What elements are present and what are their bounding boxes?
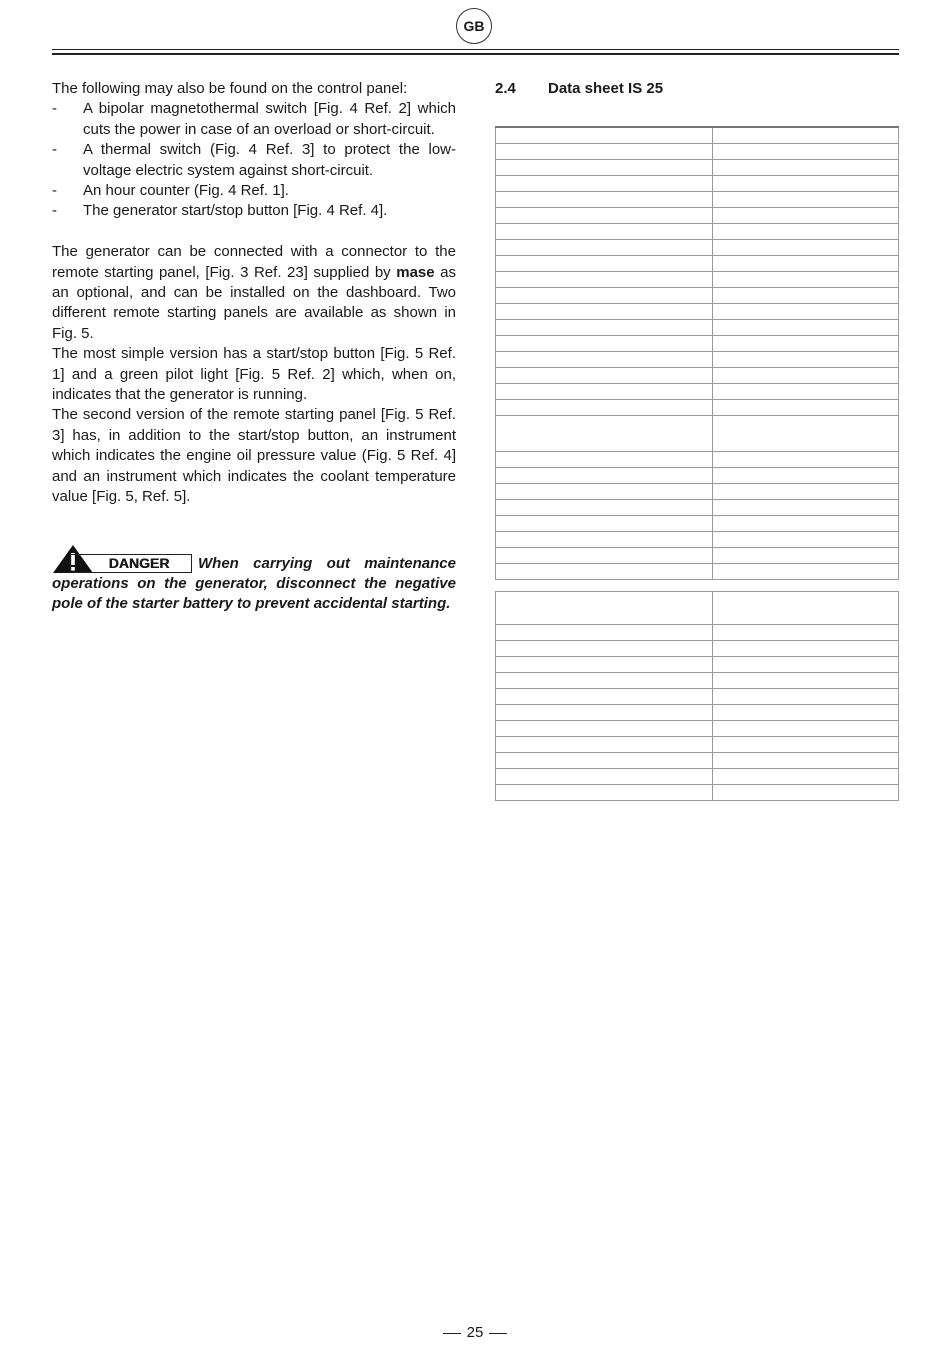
page-number: 25 — [466, 1324, 484, 1341]
table-row — [496, 240, 899, 256]
table-cell-value — [713, 625, 899, 641]
table-cell-value — [713, 785, 899, 801]
table-cell-value — [713, 256, 899, 272]
bullet-marker: - — [52, 202, 57, 220]
table-row — [496, 160, 899, 176]
section-heading — [495, 79, 663, 99]
table-cell-value — [713, 272, 899, 288]
section-title: Data sheet IS 25 — [548, 80, 664, 97]
table-row — [496, 516, 899, 532]
table-cell-value — [713, 416, 899, 452]
data-sheet-table-main — [495, 126, 899, 580]
table-cell-value — [713, 564, 899, 580]
table-cell-label — [496, 753, 713, 769]
table-cell-label — [496, 192, 713, 208]
table-cell-value — [713, 753, 899, 769]
table-cell-label — [496, 689, 713, 705]
table-row — [496, 592, 899, 625]
table-cell-value — [713, 320, 899, 336]
table-cell-value — [713, 452, 899, 468]
table-cell-value — [713, 336, 899, 352]
table-cell-label — [496, 256, 713, 272]
table-cell-label — [496, 288, 713, 304]
table-cell-label — [496, 384, 713, 400]
table-cell-label — [496, 785, 713, 801]
table-row — [496, 400, 899, 416]
table-cell-label — [496, 368, 713, 384]
table-cell-label — [496, 352, 713, 368]
bullet-marker: - — [52, 100, 57, 118]
table-cell-value — [713, 208, 899, 224]
list-item — [52, 99, 456, 140]
table-cell-label — [496, 484, 713, 500]
table-row — [496, 641, 899, 657]
table-row — [496, 384, 899, 400]
table-cell-value — [713, 160, 899, 176]
bullet-marker: - — [52, 141, 57, 159]
table-cell-label — [496, 160, 713, 176]
table-cell-value — [713, 516, 899, 532]
table-cell-label — [496, 592, 713, 625]
table-cell-value — [713, 689, 899, 705]
table-cell-label — [496, 176, 713, 192]
table-cell-value — [713, 532, 899, 548]
table-row — [496, 769, 899, 785]
table-row — [496, 452, 899, 468]
table-cell-value — [713, 240, 899, 256]
table-cell-label — [496, 416, 713, 452]
table-row — [496, 144, 899, 160]
table-row — [496, 468, 899, 484]
table-row — [496, 753, 899, 769]
table-row — [496, 625, 899, 641]
table-row — [496, 256, 899, 272]
table-cell-value — [713, 384, 899, 400]
table-cell-value — [713, 673, 899, 689]
table-cell-label — [496, 500, 713, 516]
list-item — [52, 181, 456, 201]
table-cell-value — [713, 176, 899, 192]
table-row — [496, 352, 899, 368]
table-row — [496, 564, 899, 580]
list-item — [52, 201, 456, 221]
table-cell-label — [496, 240, 713, 256]
brand-name: mase — [396, 263, 435, 281]
table-cell-label — [496, 657, 713, 673]
table-cell-value — [713, 641, 899, 657]
table-cell-label — [496, 400, 713, 416]
page-footer — [0, 1324, 950, 1341]
paragraph-text: as an optional, and can be installed on the dashboard. Two different remote starting panels are available as shown in Fig. 5. — [52, 263, 456, 342]
table-cell-label — [496, 468, 713, 484]
table-cell-label — [496, 721, 713, 737]
table-row — [496, 705, 899, 721]
header-rule-thick — [52, 53, 899, 55]
table-cell-label — [496, 641, 713, 657]
table-row — [496, 484, 899, 500]
table-cell-label — [496, 516, 713, 532]
header-rule-thin — [52, 49, 899, 50]
simple-version-paragraph: The most simple version has a start/stop button [Fig. 5 Ref. 1] and a green pilot light [Fig. 5 Ref. 2] which, when on, indicates that the generator is running. — [52, 345, 456, 404]
table-cell-label — [496, 336, 713, 352]
table-row — [496, 192, 899, 208]
table-row — [496, 176, 899, 192]
section-number: 2.4 — [495, 80, 516, 97]
table-row — [496, 689, 899, 705]
table-cell-label — [496, 224, 713, 240]
data-sheet-table-secondary — [495, 591, 899, 801]
table-cell-value — [713, 288, 899, 304]
spacer — [52, 222, 456, 242]
table-cell-label — [496, 320, 713, 336]
table-row — [496, 657, 899, 673]
footer-rule — [489, 1333, 507, 1334]
table-row — [496, 304, 899, 320]
table-cell-value — [713, 500, 899, 516]
language-badge: GB — [456, 8, 492, 44]
table-row — [496, 368, 899, 384]
second-version-paragraph: The second version of the remote starting panel [Fig. 5 Ref. 3] has, in addition to the start/stop button, an instrument which indicates the engine oil pressure value (Fig. 5 Ref. 4] and an instrument which indicates the coolant temperature value [Fig. 5, Ref. 5]. — [52, 406, 456, 506]
table-row — [496, 288, 899, 304]
table-cell-value — [713, 368, 899, 384]
table-cell-value — [713, 352, 899, 368]
danger-warning — [52, 548, 456, 615]
table-cell-label — [496, 208, 713, 224]
table-row — [496, 737, 899, 753]
table-row — [496, 673, 899, 689]
table-cell-label — [496, 548, 713, 564]
table-row — [496, 785, 899, 801]
table-cell-value — [713, 484, 899, 500]
table-cell-value — [713, 468, 899, 484]
table-cell-value — [713, 737, 899, 753]
table-cell-label — [496, 705, 713, 721]
paragraph-text: The generator can be connected with a connector to the remote starting panel, [Fig. 3 Ref. 23] supplied by — [52, 243, 456, 281]
spacer — [52, 508, 456, 548]
table-row — [496, 224, 899, 240]
table-cell-label — [496, 564, 713, 580]
table-cell-value — [713, 548, 899, 564]
table-cell-label — [496, 532, 713, 548]
table-row — [496, 532, 899, 548]
table-cell-value — [713, 705, 899, 721]
table-cell-label — [496, 304, 713, 320]
table-cell-value — [713, 769, 899, 785]
list-item-text: The generator start/stop button [Fig. 4 Ref. 4]. — [83, 202, 388, 220]
intro-text: The following may also be found on the control panel: — [52, 80, 408, 97]
table-cell-value — [713, 721, 899, 737]
table-cell-label — [496, 272, 713, 288]
list-item-text: A bipolar magnetothermal switch [Fig. 4 Ref. 2] which cuts the power in case of an overload or short-circuit. — [83, 100, 456, 138]
list-item-text: A thermal switch (Fig. 4 Ref. 3] to protect the low-voltage electric system against short-circuit. — [83, 141, 456, 179]
table-cell-label — [496, 769, 713, 785]
table-cell-label — [496, 737, 713, 753]
bullet-marker: - — [52, 182, 57, 200]
table-cell-value — [713, 224, 899, 240]
table-row — [496, 416, 899, 452]
remote-panel-paragraph — [52, 242, 456, 344]
danger-badge — [52, 548, 192, 574]
table-row — [496, 500, 899, 516]
table-cell-label — [496, 673, 713, 689]
list-item-text: An hour counter (Fig. 4 Ref. 1]. — [83, 182, 289, 200]
left-column — [52, 79, 456, 615]
table-row — [496, 208, 899, 224]
table-row — [496, 336, 899, 352]
table-cell-value — [713, 127, 899, 144]
footer-rule — [443, 1333, 461, 1334]
table-cell-value — [713, 192, 899, 208]
table-cell-label — [496, 144, 713, 160]
table-row — [496, 721, 899, 737]
table-row — [496, 272, 899, 288]
table-row — [496, 548, 899, 564]
table-cell-value — [713, 304, 899, 320]
table-cell-label — [496, 127, 713, 144]
table-cell-label — [496, 625, 713, 641]
control-panel-list — [52, 99, 456, 221]
danger-text: When carrying out maintenance operations on the generator, disconnect the negative pole of the starter battery to prevent accidental starting. — [52, 554, 456, 613]
table-cell-label — [496, 452, 713, 468]
table-cell-value — [713, 144, 899, 160]
table-cell-value — [713, 657, 899, 673]
table-row — [496, 127, 899, 144]
table-row — [496, 320, 899, 336]
danger-label: DANGER — [70, 554, 192, 573]
table-cell-value — [713, 592, 899, 625]
table-cell-value — [713, 400, 899, 416]
list-item — [52, 140, 456, 181]
